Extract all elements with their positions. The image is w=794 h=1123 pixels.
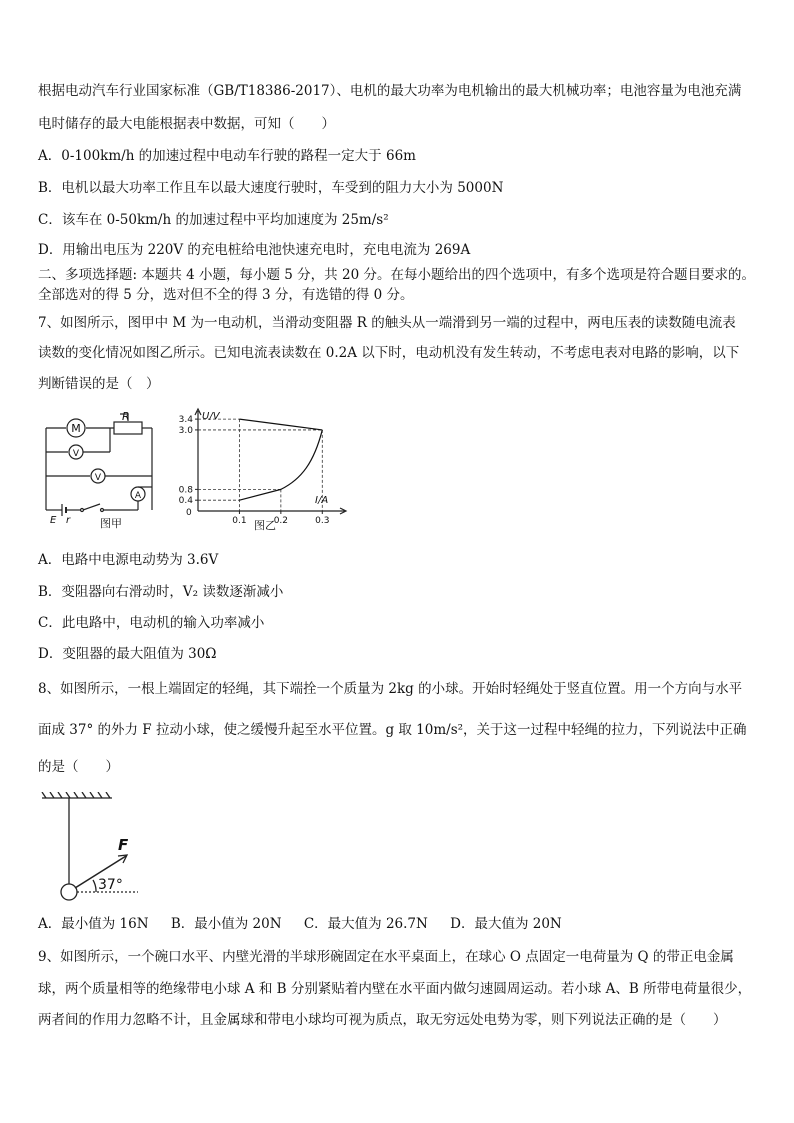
x-tick-label: 0.2: [273, 516, 289, 526]
origin-label: 0: [186, 508, 192, 518]
emf-label: E: [50, 515, 57, 526]
fig-yi-label: 图乙: [254, 519, 276, 532]
q8-options: [38, 915, 580, 933]
x-axis-label: I/A: [315, 495, 329, 506]
q7-line-2: 读数的变化情况如图乙所示。已知电流表读数在 0.2A 以下时，电动机没有发生转动，不考虑电表对电路的影响，以下: [38, 345, 740, 361]
q9-line-2: 球，两个质量相等的绝缘带电小球 A 和 B 分别紧贴着内壁在水平面内做匀速圆周运动。若小球 A、B 所带电荷量很少，: [38, 981, 752, 997]
resistor-label: R: [122, 410, 130, 423]
q7-option-a: A．电路中电源电动势为 3.6V: [38, 552, 219, 568]
v2-label: V: [94, 473, 102, 483]
ammeter-label: A: [134, 491, 142, 501]
x-tick-label: 0.3: [315, 516, 330, 526]
q6-option-a: A．0-100km/h 的加速过程中电动车行驶的路程一定大于 66m: [38, 148, 416, 164]
q8-line-3: 的是（ ）: [38, 759, 119, 775]
ui-graph: [170, 405, 350, 533]
q6-option-d: D．用输出电压为 220V 的充电桩给电池快速充电时，充电电流为 269A: [38, 242, 471, 258]
y-tick-label: 0.4: [178, 496, 193, 507]
q8-option-c: C．最大值为 26.7N: [303, 916, 428, 932]
section2-line-1: 二、多项选择题: 本题共 4 小题，每小题 5 分，共 20 分。在每小题给出的四个选项中，有多个选项是符合题目要求的。: [38, 267, 755, 283]
q6-option-c: C．该车在 0-50km/h 的加速过程中平均加速度为 25m/s²: [38, 212, 389, 228]
intro-line-2: 电时储存的最大电能根据表中数据，可知（ ）: [38, 116, 335, 132]
section2-line-2: 全部选对的得 5 分，选对但不全的得 3 分，有选错的得 0 分。: [38, 287, 414, 303]
q8-line-1: 8、如图所示，一根上端固定的轻绳，其下端拴一个质量为 2kg 的小球。开始时轻绳处于竖直位置。用一个方向与水平: [38, 681, 743, 697]
q6-option-b: B．电机以最大功率工作且车以最大速度行驶时，车受到的阻力大小为 5000N: [38, 180, 504, 196]
q7-line-3: 判断错误的是（ ）: [38, 376, 160, 392]
q7-option-d: D．变阻器的最大阻值为 30Ω: [38, 646, 217, 662]
y-tick-label: 3.4: [178, 415, 193, 426]
internal-r-label: r: [66, 515, 71, 526]
q8-option-b: B．最小值为 20N: [170, 916, 282, 932]
circuit-diagram: [40, 410, 160, 530]
q8-option-d: D．最大值为 20N: [450, 916, 562, 932]
q8-option-a: A．最小值为 16N: [38, 916, 149, 932]
q9-line-1: 9、如图所示，一个碗口水平、内壁光滑的半球形碗固定在水平桌面上，在球心 O 点固定一电荷量为 Q 的带正电金属: [38, 949, 734, 965]
q8-line-2: 面成 37° 的外力 F 拉动小球，使之缓慢升起至水平位置。g 取 10m/s²，关于这一过程中轻绳的拉力，下列说法中正确: [38, 722, 747, 738]
x-tick-label: 0.1: [232, 516, 247, 526]
force-label: F: [118, 836, 129, 854]
intro-line-1: 根据电动汽车行业国家标准（GB/T18386-2017）、电机的最大功率为电机输出的最大机械功率；电池容量为电池充满: [38, 83, 742, 99]
q7-option-c: C．此电路中，电动机的输入功率减小: [38, 615, 265, 631]
series-v2-line: [239, 430, 322, 500]
motor-label: M: [71, 422, 81, 435]
fig-jia-label: 图甲: [100, 517, 122, 530]
y-tick-label: 3.0: [178, 425, 193, 436]
q7-option-b: B．变阻器向右滑动时，V₂ 读数逐渐减小: [38, 584, 284, 600]
y-axis-label: U/V: [202, 411, 220, 422]
angle-label: 37°: [98, 877, 123, 893]
y-tick-label: 0.8: [178, 485, 193, 496]
rope-ball-diagram: [40, 792, 170, 904]
q9-line-3: 两者间的作用力忽略不计，且金属球和带电小球均可视为质点，取无穷远处电势为零，则下列说法正确的是（ ）: [38, 1012, 727, 1028]
v1-label: V: [72, 449, 80, 459]
q7-line-1: 7、如图所示，图甲中 M 为一电动机，当滑动变阻器 R 的触头从一端滑到另一端的过程中，两电压表的读数随电流表: [38, 315, 736, 331]
series-v1-line: [239, 419, 322, 430]
